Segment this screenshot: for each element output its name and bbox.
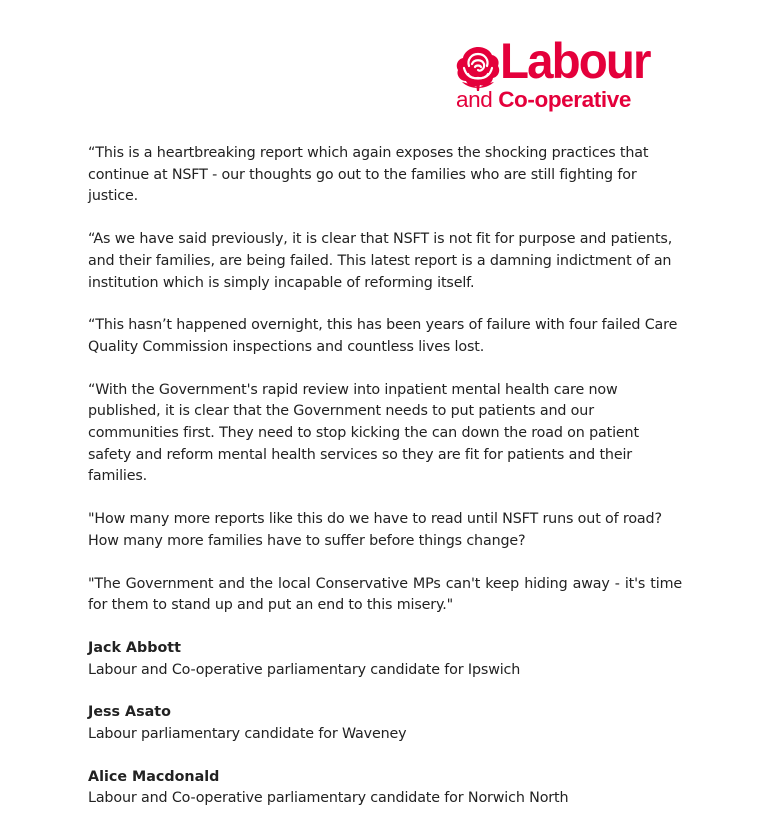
signatory-name: Jack Abbott (88, 639, 181, 656)
paragraph-4: “With the Government's rapid review into inpatient mental health care now published, it is clear that the Government needs to put patients and our communities first. They need to stop kicking the can down the road on patient safety and reform mental health services so they are fit for patients and their families. (88, 381, 639, 485)
rose-icon (454, 44, 502, 92)
signatory-name: Alice Macdonald (88, 768, 220, 785)
signatory-2 (88, 702, 682, 745)
logo-and-text: and (456, 87, 493, 112)
signatory-role: Labour and Co-operative parliamentary candidate for Ipswich (88, 661, 521, 678)
logo-cooperative-text: Co-operative (498, 87, 631, 112)
signatory-1 (88, 638, 682, 681)
paragraph-2: “As we have said previously, it is clear that NSFT is not fit for purpose and patients, and their families, are being failed. This latest report is a damning indictment of an institution which is simply incapable of reforming itself. (88, 231, 673, 291)
logo-labour-text: Labour (500, 33, 650, 89)
paragraph-6: "The Government and the local Conservative MPs can't keep hiding away - it's time for them to stand up and put an end to this misery." (88, 575, 682, 614)
statement-body (88, 143, 682, 831)
signatory-role: Labour and Co-operative parliamentary candidate for Norwich North (88, 790, 569, 807)
signatory-3 (88, 767, 682, 810)
paragraph-1: “This is a heartbreaking report which again exposes the shocking practices that continue at NSFT - our thoughts go out to the families who are still fighting for justice. (88, 145, 649, 205)
logo-coop-text (456, 89, 631, 112)
signatory-name: Jess Asato (88, 704, 171, 721)
paragraph-3: “This hasn’t happened overnight, this has been years of failure with four failed Care Quality Commission inspections and countless lives lost. (88, 317, 678, 355)
paragraph-5: "How many more reports like this do we have to read until NSFT runs out of road? How many more families have to suffer before things change? (88, 511, 662, 549)
signatory-role: Labour parliamentary candidate for Waveney (88, 726, 407, 743)
labour-coop-logo (454, 33, 680, 116)
